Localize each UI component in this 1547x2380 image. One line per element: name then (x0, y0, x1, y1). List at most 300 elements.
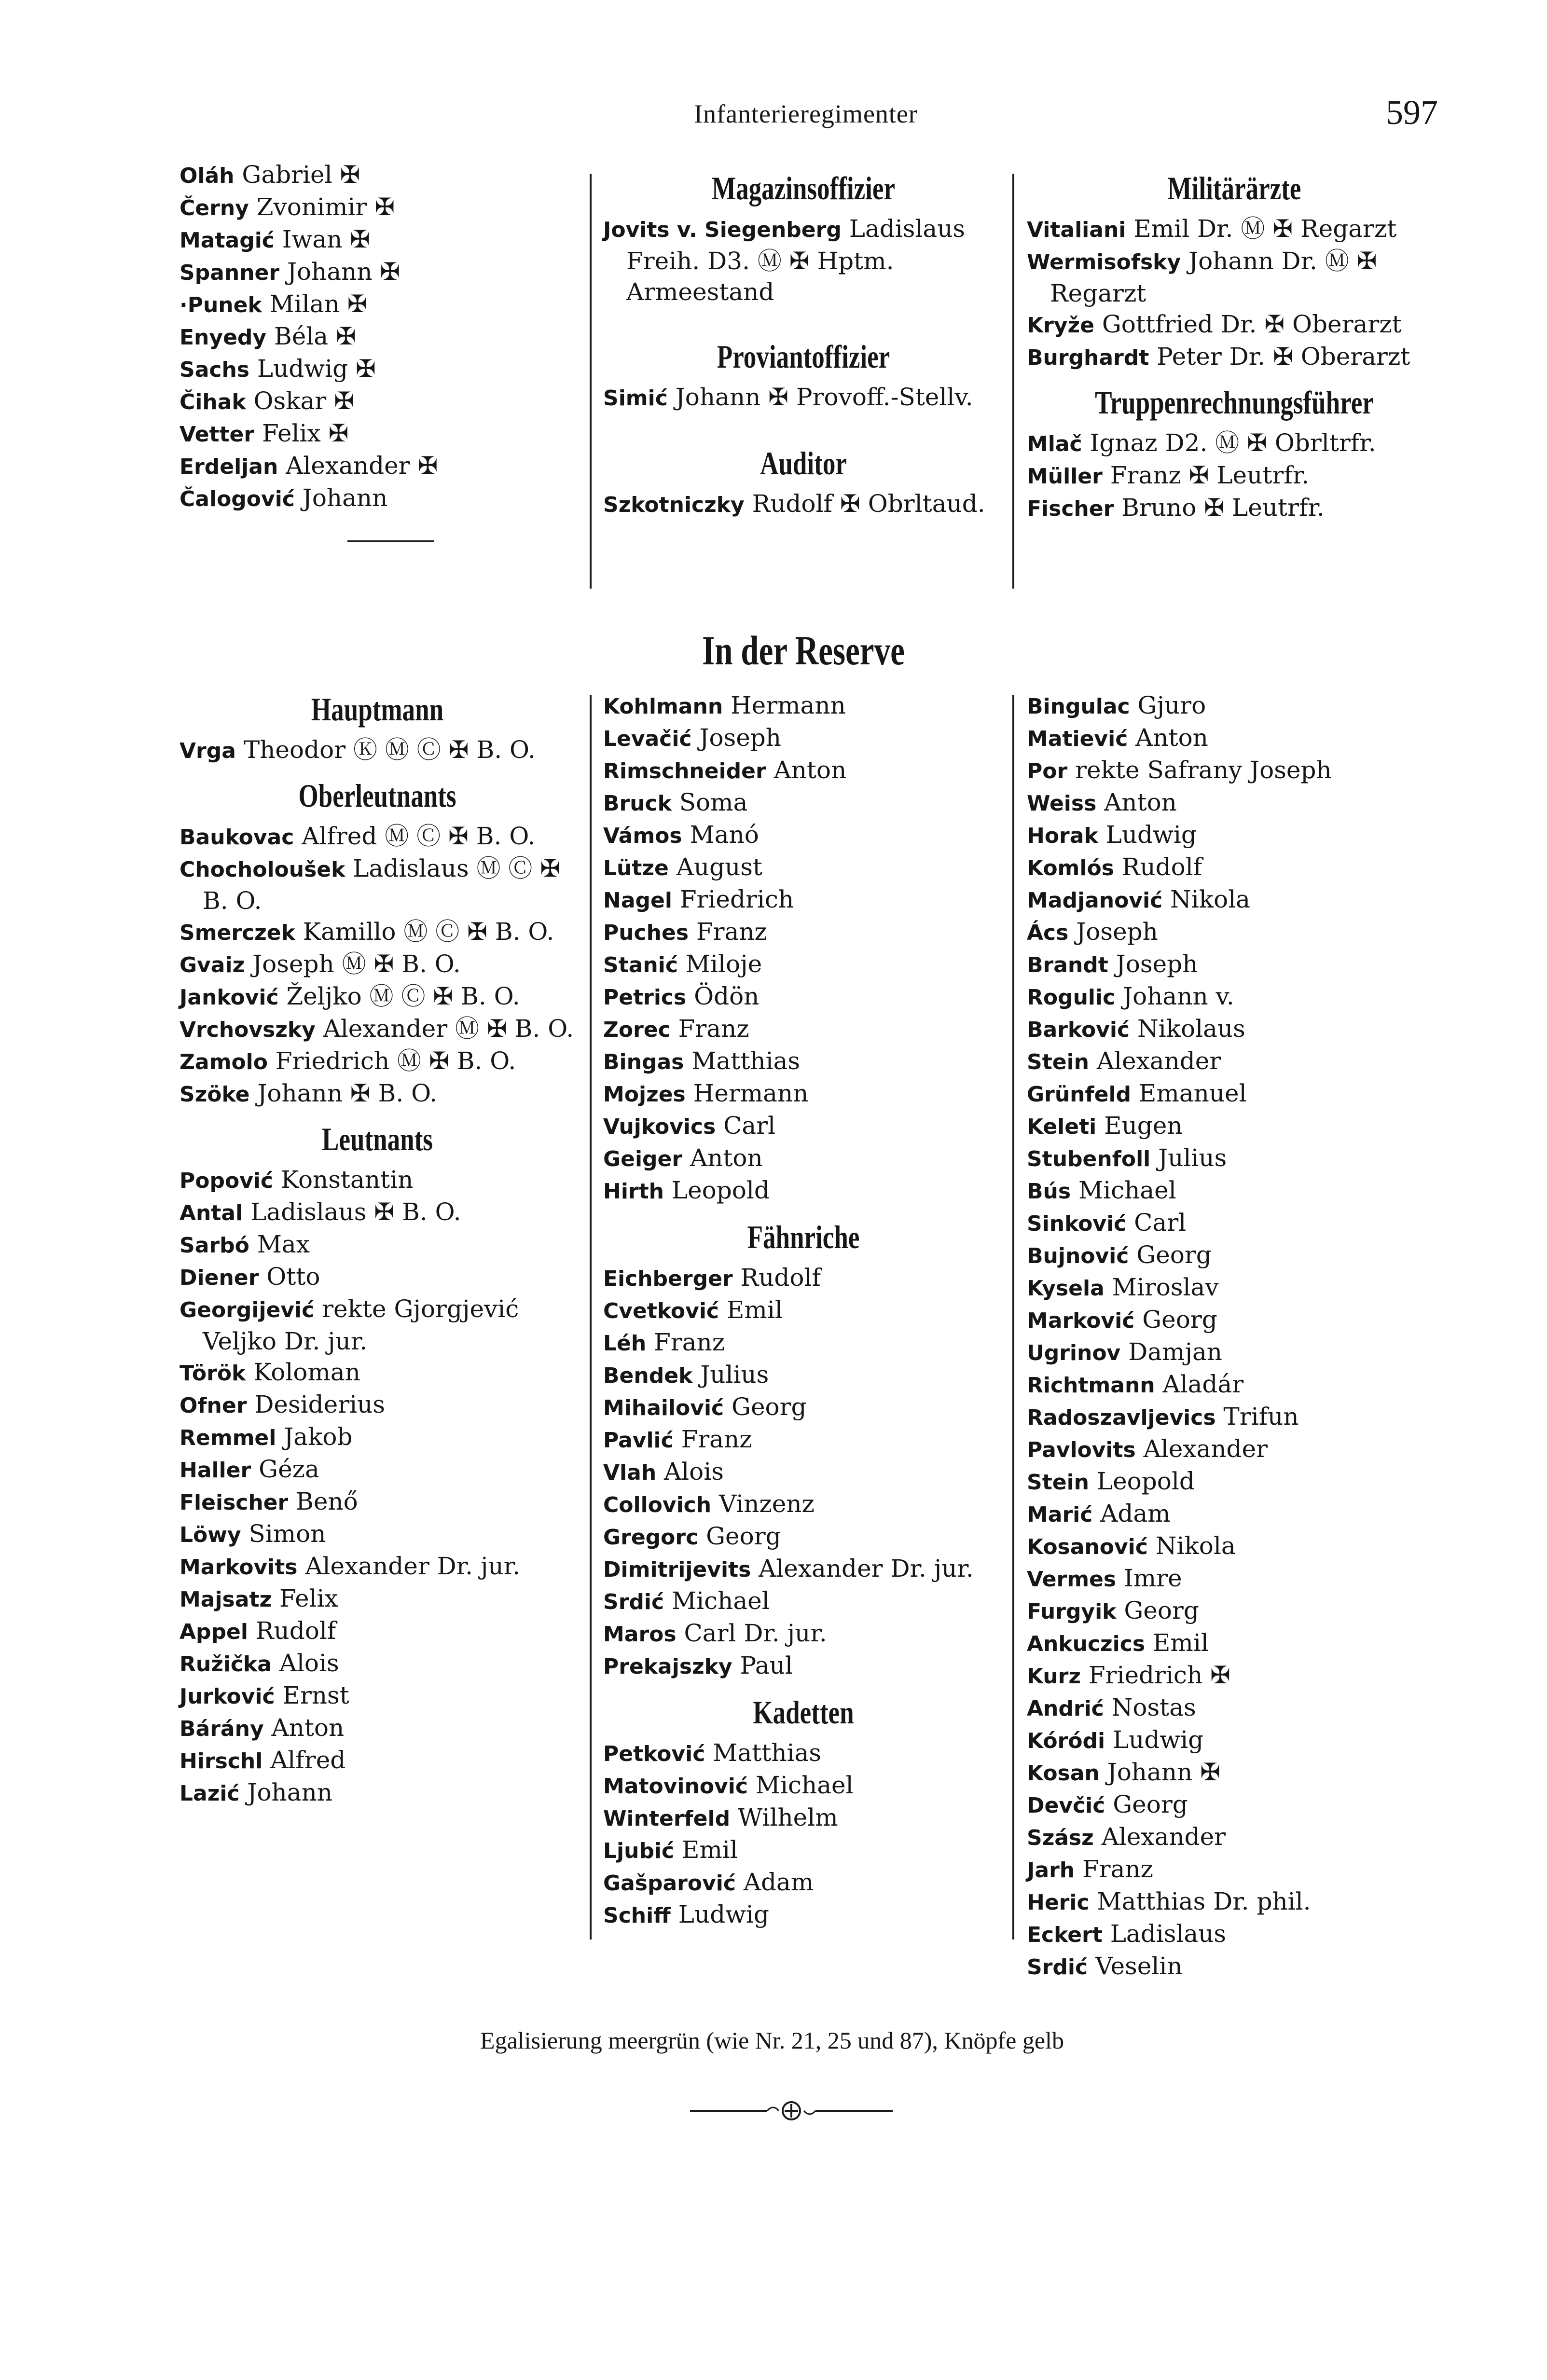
entry-details: Emil Dr. Ⓜ ✠ Regarzt (1126, 215, 1397, 243)
list-item (1027, 1304, 1442, 1336)
section-heading-truppenrechnungsfuehrer: Truppenrechnungsführer (1095, 384, 1374, 421)
list-item (1027, 1046, 1442, 1078)
surname: Rogulic (1027, 985, 1116, 1010)
entry-details: Matthias Dr. phil. (1089, 1887, 1311, 1915)
section-heading-oberleutnants: Oberleutnants (298, 777, 456, 814)
surname: Jovits v. Siegenberg (603, 218, 842, 242)
entry-details: Alexander (1135, 1435, 1268, 1463)
list-item (180, 1421, 575, 1454)
column-rule (1012, 174, 1014, 589)
surname: Geiger (603, 1147, 683, 1171)
list-item (603, 819, 1004, 852)
entry-details: Carl (716, 1112, 776, 1140)
entry-details: Joseph Ⓜ ✠ B. O. (245, 950, 461, 978)
entry-details: Matthias (684, 1047, 801, 1075)
entry-details: Nikola (1162, 885, 1250, 913)
proviantoffizier-list (603, 382, 1004, 414)
entry-details: Felix (272, 1584, 338, 1612)
entry-details: Iwan ✠ (274, 225, 371, 253)
list-item (1027, 949, 1442, 981)
list-item (180, 1745, 575, 1777)
surname: Srdić (1027, 1955, 1088, 1980)
surname: Barković (1027, 1018, 1130, 1042)
entry-details: Alexander (1089, 1047, 1221, 1075)
entry-details: Gabriel ✠ (234, 161, 360, 189)
surname: Sinković (1027, 1211, 1127, 1236)
list-item (603, 1737, 1004, 1770)
list-item (1027, 492, 1442, 524)
surname: Oláh (180, 164, 235, 188)
left-column-ranks (180, 680, 575, 1809)
surname: Kóródi (1027, 1729, 1105, 1753)
surname: Zamolo (180, 1050, 268, 1074)
list-item (180, 418, 575, 450)
surname: Vermes (1027, 1567, 1117, 1592)
surname: Čalogović (180, 487, 295, 511)
truppenrechnungsfuehrer-list (1027, 427, 1442, 524)
list-item (180, 159, 575, 192)
entry-details: Friedrich ✠ (1080, 1661, 1230, 1689)
surname: Komlós (1027, 856, 1114, 880)
list-item (603, 1834, 1004, 1867)
surname: Schiff (603, 1903, 671, 1928)
surname: Bárány (180, 1717, 264, 1741)
entry-details: Peter Dr. ✠ Oberarzt (1149, 343, 1410, 371)
list-item (1027, 1110, 1442, 1142)
surname: Burghardt (1027, 345, 1149, 370)
entry-details: Joseph (691, 724, 781, 752)
entry-details: Matthias (705, 1739, 822, 1767)
entry-details: Ladislaus Ⓜ Ⓒ ✠ B. O. (203, 854, 568, 915)
entry-details: Alexander Dr. jur. (751, 1555, 974, 1582)
surname: Markovits (180, 1555, 298, 1580)
list-item (1027, 1013, 1442, 1046)
surname: Bús (1027, 1179, 1071, 1204)
kadetten-list (603, 1737, 1004, 1931)
surname: Stubenfoll (1027, 1147, 1151, 1171)
surname: Brandt (1027, 953, 1108, 977)
surname: Haller (180, 1458, 251, 1483)
entry-details: Soma (671, 788, 748, 816)
entry-details: rekte Gjorgjević Veljko Dr. jur. (203, 1295, 527, 1355)
section-heading-militaeraerzte: Militärärzte (1167, 170, 1301, 206)
surname: Remmel (180, 1426, 276, 1450)
surname: Mlač (1027, 432, 1082, 456)
surname: Bingulac (1027, 694, 1130, 719)
list-item (1027, 427, 1442, 460)
surname: Kohlmann (603, 694, 723, 719)
surname: Szöke (180, 1082, 250, 1107)
list-item (603, 755, 1004, 787)
entry-details: Anton (263, 1714, 345, 1742)
surname: Marić (1027, 1502, 1093, 1527)
list-item (1027, 722, 1442, 755)
entry-details: Kamillo Ⓜ Ⓒ ✠ B. O. (295, 918, 554, 946)
surname: Dimitrijevits (603, 1557, 751, 1582)
list-item (1027, 1078, 1442, 1110)
list-item (603, 1391, 1004, 1424)
list-item (180, 821, 575, 853)
surname: Petrics (603, 985, 687, 1010)
surname: Mojzes (603, 1082, 686, 1107)
entry-details: Emanuel (1131, 1079, 1247, 1107)
list-item (1027, 1369, 1442, 1401)
surname: Bujnović (1027, 1244, 1129, 1268)
list-item (180, 1078, 575, 1110)
entry-details: Georg (1129, 1241, 1212, 1269)
entry-details: Koloman (246, 1358, 360, 1386)
militaeraerzte-list (1027, 213, 1442, 373)
list-item (180, 1486, 575, 1518)
list-item (603, 1142, 1004, 1175)
list-item (1027, 309, 1442, 341)
entry-details: Wilhelm (730, 1803, 838, 1831)
surname: Ofner (180, 1393, 247, 1418)
right-column-top (1027, 159, 1442, 524)
list-item (180, 1518, 575, 1551)
list-item (1027, 1595, 1442, 1627)
entry-details: Manó (682, 821, 759, 849)
surname: Ács (1027, 921, 1069, 945)
surname: Popović (180, 1169, 274, 1193)
surname: Weiss (1027, 791, 1097, 816)
surname: Eichberger (603, 1266, 733, 1291)
list-item (180, 1680, 575, 1712)
entry-details: Michael (1071, 1176, 1176, 1204)
entry-details: Nostas (1104, 1693, 1196, 1721)
list-item (1027, 1466, 1442, 1498)
surname: Stein (1027, 1050, 1089, 1074)
entry-details: Johann ✠ (279, 258, 401, 286)
list-item (180, 1777, 575, 1809)
surname: Kryže (1027, 313, 1094, 338)
list-item (603, 1650, 1004, 1682)
entry-details: Rudolf (1114, 853, 1202, 881)
section-heading-leutnants: Leutnants (322, 1121, 433, 1157)
entry-details: Ludwig (1105, 1726, 1204, 1754)
list-item (603, 1424, 1004, 1456)
surname: Spanner (180, 261, 280, 285)
entry-details: Joseph (1108, 950, 1198, 978)
list-item (1027, 1239, 1442, 1272)
list-item (180, 1293, 575, 1357)
entry-details: Nikola (1147, 1532, 1236, 1560)
entry-details: Miroslav (1104, 1273, 1219, 1301)
section-heading-auditor: Auditor (760, 445, 847, 482)
list-item (180, 385, 575, 418)
list-item (603, 1553, 1004, 1585)
list-item (180, 1389, 575, 1421)
surname: Maros (603, 1622, 677, 1647)
list-item (603, 1770, 1004, 1802)
reserve-list-1 (603, 690, 1004, 1207)
list-item (1027, 1854, 1442, 1886)
magazinsoffizier-list (603, 213, 1004, 307)
list-item (1027, 1627, 1442, 1660)
column-rule (590, 174, 592, 589)
middle-column-top (603, 159, 1004, 521)
entry-details: Simon (241, 1520, 326, 1548)
surname: Majsatz (180, 1587, 272, 1612)
list-item (1027, 1757, 1442, 1789)
surname: Bruck (603, 791, 672, 816)
entry-details: Ludwig (1098, 821, 1197, 849)
list-item (180, 1013, 575, 1046)
list-item (1027, 1886, 1442, 1918)
entry-details: Michael (747, 1771, 854, 1799)
surname: Vrchovszky (180, 1018, 316, 1042)
list-item (1027, 1951, 1442, 1983)
surname: Vámos (603, 824, 682, 848)
entry-details: Alexander (1093, 1823, 1226, 1851)
surname: ·Punek (180, 293, 262, 317)
surname: Ljubić (603, 1839, 675, 1863)
entry-details: Ernst (275, 1681, 349, 1709)
list-item (180, 1615, 575, 1648)
list-item (1027, 852, 1442, 884)
list-item (1027, 1918, 1442, 1951)
entry-details: Franz (646, 1328, 725, 1356)
surname: Georgijević (180, 1298, 315, 1322)
entry-details: Hermann (685, 1079, 809, 1107)
list-item (603, 722, 1004, 755)
section-heading-kadetten: Kadetten (753, 1694, 854, 1731)
entry-details: Georg (1116, 1596, 1199, 1624)
entry-details: Paul (732, 1651, 793, 1679)
surname: Kurz (1027, 1664, 1081, 1689)
surname: Vrga (180, 739, 236, 763)
entry-details: Ladislaus Freih. D3. Ⓜ ✠ Hptm. Armeestand (626, 215, 973, 306)
surname: Jurković (180, 1684, 275, 1709)
list-item (1027, 1724, 1442, 1757)
list-item (180, 224, 575, 256)
surname: Stanić (603, 953, 678, 977)
entry-details: Ludwig ✠ (249, 355, 376, 383)
separator-rule (347, 540, 434, 542)
list-item (180, 734, 575, 767)
entry-details: Franz ✠ Leutrfr. (1102, 461, 1310, 489)
entry-details: Jakob (276, 1423, 353, 1451)
list-item (603, 1618, 1004, 1650)
list-item (1027, 1207, 1442, 1239)
list-item (603, 1110, 1004, 1142)
entry-details: Anton (766, 756, 847, 784)
surname: Levačić (603, 727, 692, 751)
surname: Winterfeld (603, 1806, 731, 1831)
surname: Marković (1027, 1308, 1135, 1333)
list-item (603, 213, 1004, 307)
surname: Bingas (603, 1050, 684, 1074)
surname: Vitaliani (1027, 218, 1126, 242)
entry-details: Franz (1075, 1855, 1153, 1883)
list-item (603, 1585, 1004, 1618)
entry-details: Milan ✠ (262, 290, 368, 318)
entry-details: Leopold (1089, 1467, 1195, 1495)
entry-details: Johann ✠ Provoff.-Stellv. (667, 383, 973, 411)
entry-details: Carl Dr. jur. (676, 1619, 827, 1647)
entry-details: Otto (259, 1263, 320, 1291)
list-item (603, 916, 1004, 949)
list-item (180, 949, 575, 981)
entry-details: rekte Safrany Joseph (1067, 756, 1332, 784)
list-item (180, 853, 575, 916)
entry-details: Alois (271, 1649, 339, 1677)
list-item (180, 1229, 575, 1261)
list-item (1027, 690, 1442, 722)
surname: Vetter (180, 422, 255, 447)
entry-details: Franz (673, 1425, 752, 1453)
list-item (603, 690, 1004, 722)
entry-details: Johann ✠ (1099, 1758, 1221, 1786)
section-heading-reserve: In der Reserve (702, 627, 905, 674)
list-item (180, 353, 575, 385)
list-item (603, 1521, 1004, 1553)
list-item (180, 1357, 575, 1389)
running-header: Infanterieregimenter (694, 99, 918, 128)
surname: Diener (180, 1266, 259, 1290)
surname: Szkotniczky (603, 493, 745, 517)
reserve-list-2 (1027, 690, 1442, 1983)
surname: Matagić (180, 228, 275, 253)
list-item (180, 1454, 575, 1486)
list-item (603, 382, 1004, 414)
surname: Heric (1027, 1890, 1090, 1915)
entry-details: Alois (656, 1458, 724, 1486)
entry-details: Georg (724, 1393, 807, 1421)
entry-details: Johann (239, 1778, 332, 1806)
entry-details: Emil (1145, 1629, 1209, 1657)
entry-details: Julius (1150, 1144, 1227, 1172)
surname: Lütze (603, 856, 669, 880)
entry-details: Aladár (1155, 1370, 1244, 1398)
surname: Furgyik (1027, 1599, 1117, 1624)
list-item (603, 1327, 1004, 1359)
list-item (180, 916, 575, 949)
entry-details: Oskar ✠ (246, 387, 354, 415)
entry-details: Franz (670, 1015, 749, 1043)
entry-details: Alexander Dr. jur. (297, 1552, 520, 1580)
surname: Rimschneider (603, 759, 766, 784)
surname: Vlah (603, 1460, 657, 1485)
entry-details: Konstantin (273, 1166, 414, 1194)
surname: Ankuczics (1027, 1632, 1146, 1656)
surname: Radoszavljevics (1027, 1405, 1216, 1430)
entry-details: Alfred Ⓜ Ⓒ ✠ B. O. (294, 822, 536, 850)
entry-details: Alfred (262, 1746, 346, 1774)
entry-details: Vinzenz (711, 1490, 815, 1518)
surname: Cvetković (603, 1299, 719, 1323)
surname: Vujkovics (603, 1114, 716, 1139)
surname: Kosanović (1027, 1535, 1148, 1559)
entry-details: Veselin (1088, 1952, 1183, 1980)
entry-details: Željko Ⓜ Ⓒ ✠ B. O. (278, 982, 520, 1010)
surname: Lazić (180, 1781, 240, 1806)
list-item (180, 482, 575, 515)
entry-details: Miloje (677, 950, 762, 978)
entry-details: Desiderius (247, 1390, 385, 1418)
list-item (1027, 1789, 1442, 1821)
surname: Smerczek (180, 921, 295, 945)
entry-details: Rudolf ✠ Obrltaud. (744, 490, 985, 518)
entry-details: Adam (1092, 1500, 1171, 1527)
list-item (1027, 1272, 1442, 1304)
faehnriche-list (603, 1262, 1004, 1682)
entry-details: Johann ✠ B. O. (249, 1079, 438, 1107)
list-item (603, 1078, 1004, 1110)
list-item (603, 787, 1004, 819)
list-item (180, 1551, 575, 1583)
entry-details: Imre (1116, 1564, 1182, 1592)
surname: Gvaiz (180, 953, 245, 977)
entry-details: Rudolf (248, 1617, 336, 1645)
list-item (180, 321, 575, 353)
entry-details: Alexander Ⓜ ✠ B. O. (315, 1015, 574, 1043)
entry-details: Michael (664, 1587, 770, 1615)
entry-details: Leopold (663, 1176, 770, 1204)
list-item (1027, 916, 1442, 949)
hauptmann-list (180, 734, 575, 767)
surname: Puches (603, 921, 689, 945)
list-item (180, 1712, 575, 1745)
surname: Eckert (1027, 1923, 1103, 1947)
section-heading-magazinsoffizier: Magazinsoffizier (712, 170, 895, 206)
entry-details: Gjuro (1130, 691, 1206, 719)
entry-details: Nikolaus (1130, 1015, 1245, 1043)
surname: Kosan (1027, 1761, 1100, 1786)
surname: Andrić (1027, 1696, 1104, 1721)
entry-details: Johann (294, 484, 388, 512)
surname: Appel (180, 1620, 248, 1644)
surname: Simić (603, 386, 668, 411)
surname: Török (180, 1361, 246, 1386)
list-item (1027, 884, 1442, 916)
list-item (1027, 1530, 1442, 1563)
surname: Prekajszky (603, 1654, 732, 1679)
surname: Bendek (603, 1363, 693, 1388)
list-item (1027, 1142, 1442, 1175)
surname: Čihak (180, 390, 246, 414)
entry-details: Georg (698, 1522, 781, 1550)
entry-details: Zvonimir ✠ (249, 193, 395, 221)
entry-details: Julius (692, 1361, 769, 1389)
right-column-reserve (1027, 690, 1442, 1983)
middle-column-reserve (603, 690, 1004, 1931)
list-item (1027, 1563, 1442, 1595)
list-item (1027, 819, 1442, 852)
entry-details: Géza (251, 1455, 319, 1483)
entry-details: Gottfried Dr. ✠ Oberarzt (1094, 310, 1402, 338)
entry-details: Béla ✠ (266, 322, 356, 350)
list-item (603, 1456, 1004, 1488)
surname: Horak (1027, 824, 1098, 848)
surname: Antal (180, 1201, 243, 1225)
entry-details: Ignaz D2. Ⓜ ✠ Obrltrfr. (1082, 429, 1376, 457)
surname: Hirth (603, 1179, 664, 1204)
list-item (1027, 1821, 1442, 1854)
surname: Hirschl (180, 1749, 263, 1774)
entry-details: Emil (719, 1296, 783, 1324)
surname: Matiević (1027, 727, 1128, 751)
entry-details: Carl (1126, 1209, 1187, 1237)
list-item (180, 1164, 575, 1197)
entry-details: Ludwig (670, 1900, 769, 1928)
entry-details: Emil (674, 1836, 738, 1864)
list-item (603, 1867, 1004, 1899)
section-heading-proviantoffizier: Proviantoffizier (717, 338, 890, 375)
list-item (603, 1013, 1004, 1046)
list-item (603, 1359, 1004, 1391)
entry-details: Joseph (1068, 918, 1158, 946)
